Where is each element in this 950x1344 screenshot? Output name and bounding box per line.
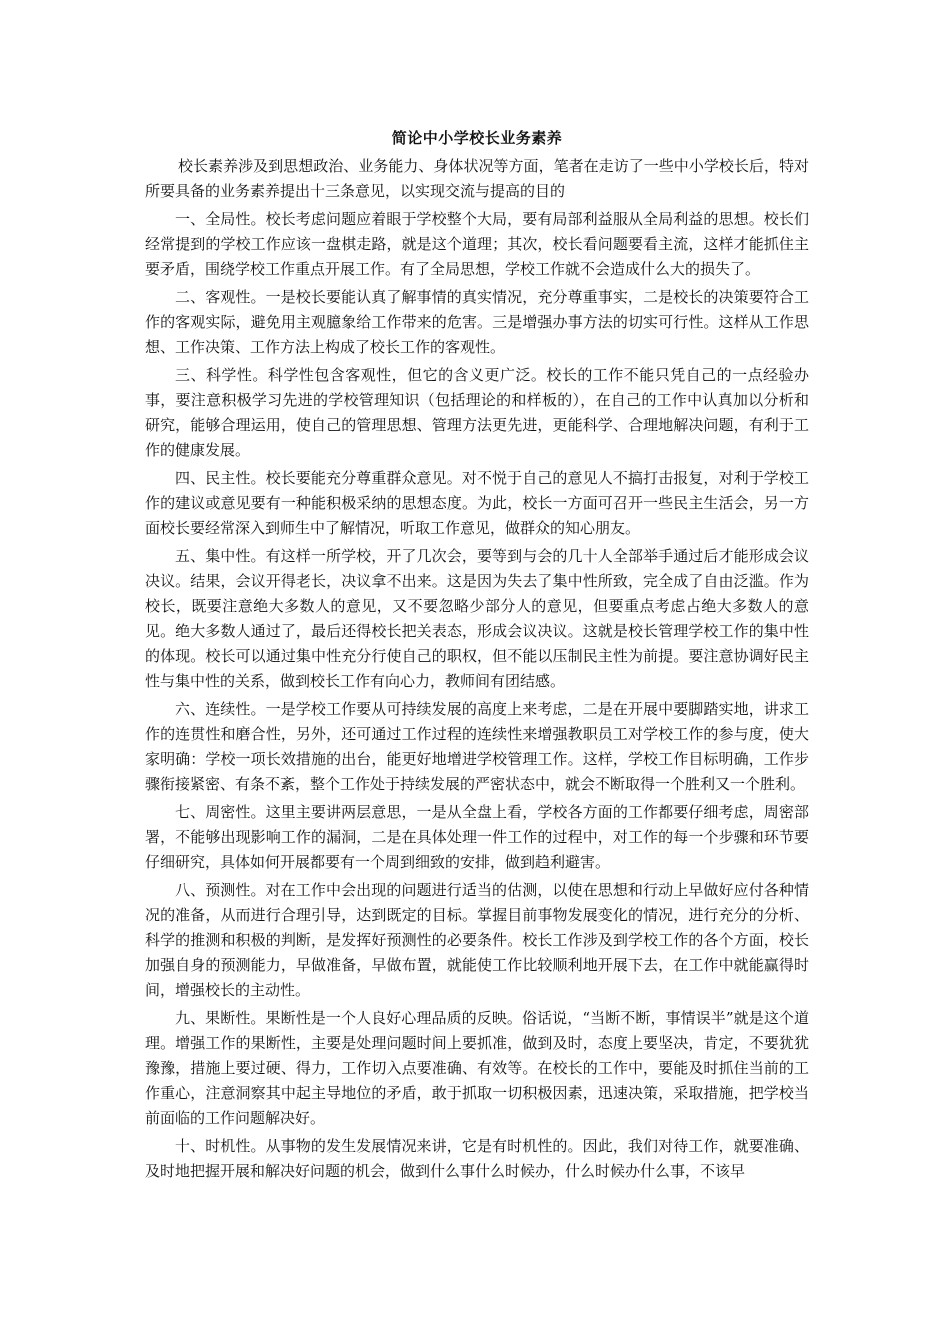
paragraph-10-timing: 十、时机性。从事物的发生发展情况来讲，它是有时机性的。因此，我们对待工作，就要准确、及时地把握开展和解决好问题的机会，做到什么事什么时候办，什么时候办什么事，不该早: [145, 1137, 809, 1180]
paragraph-7-thoroughness: 七、周密性。这里主要讲两层意思，一是从全盘上看，学校各方面的工作都要仔细考虑，周密部署，不能够出现影响工作的漏洞，二是在具体处理一件工作的过程中，对工作的每一个步骤和环节要仔细研究，具体如何开展都要有一个周到细致的安排，做到趋利避害。: [145, 803, 809, 871]
document-page: [145, 128, 809, 1187]
document-title: 简论中小学校长业务素养: [391, 129, 563, 147]
paragraph-4-democratic: 四、民主性。校长要能充分尊重群众意见。对不悦于自己的意见人不搞打击报复，对利于学校工作的建议或意见要有一种能积极采纳的思想态度。为此，校长一方面可召开一些民主生活会，另一方面校长要经常深入到师生中了解情况，听取工作意见，做群众的知心朋友。: [145, 469, 809, 537]
intro-paragraph: 校长素养涉及到思想政治、业务能力、身体状况等方面，笔者在走访了一些中小学校长后，特对所要具备的业务素养提出十三条意见，以实现交流与提高的目的: [145, 157, 809, 200]
paragraph-1-global: 一、全局性。校长考虑问题应着眼于学校整个大局，要有局部利益服从全局利益的思想。校长们经常提到的学校工作应该一盘棋走路，就是这个道理；其次，校长看问题要看主流，这样才能抓住主要矛盾，围绕学校工作重点开展工作。有了全局思想，学校工作就不会造成什么大的损失了。: [145, 210, 809, 278]
paragraph-9-decisive: 九、果断性。果断性是一个人良好心理品质的反映。俗话说，“当断不断，事情误半”就是这个道理。增强工作的果断性，主要是处理问题时间上要抓准，做到及时，态度上要坚决，肯定，不要犹犹豫豫，措施上要过硬、得力，工作切入点要准确、有效等。在校长的工作中，要能及时抓住当前的工作重心，注意洞察其中起主导地位的矛盾，敢于抓取一切积极因素，迅速决策，采取措施，把学校当前面临的工作问题解决好。: [145, 1009, 809, 1127]
paragraph-3-scientific: 三、科学性。科学性包含客观性，但它的含义更广泛。校长的工作不能只凭自己的一点经验办事，要注意积极学习先进的学校管理知识（包括理论的和样板的），在自己的工作中认真加以分析和研究，能够合理运用，使自己的管理思想、管理方法更先进，更能科学、合理地解决问题，有利于工作的健康发展。: [145, 366, 809, 459]
paragraph-6-continuity: 六、连续性。一是学校工作要从可持续发展的高度上来考虑，二是在开展中要脚踏实地，讲求工作的连贯性和磨合性，另外，还可通过工作过程的连续性来增强教职员工对学校工作的参与度，使大家明确：学校一项长效措施的出台，能更好地增进学校管理工作。这样，学校工作目标明确，工作步骤衔接紧密、有条不紊，整个工作处于持续发展的严密状态中，就会不断取得一个胜利又一个胜利。: [145, 700, 809, 793]
paragraph-2-objective: 二、客观性。一是校长要能认真了解事情的真实情况，充分尊重事实，二是校长的决策要符合工作的客观实际，避免用主观臆象给工作带来的危害。三是增强办事方法的切实可行性。这样从工作思想、工作决策、工作方法上构成了校长工作的客观性。: [145, 288, 809, 356]
paragraph-5-centralized: 五、集中性。有这样一所学校，开了几次会，要等到与会的几十人全部举手通过后才能形成会议决议。结果，会议开得老长，决议拿不出来。这是因为失去了集中性所致，完全成了自由泛滥。作为校长，既要注意绝大多数人的意见，又不要忽略少部分人的意见，但要重点考虑占绝大多数人的意见。绝大多数人通过了，最后还得校长把关表态，形成会议决议。这就是校长管理学校工作的集中性的体现。校长可以通过集中性充分行使自己的职权，但不能以压制民主性为前提。要注意协调好民主性与集中性的关系，做到校长工作有向心力，教师间有团结感。: [145, 547, 809, 690]
paragraph-8-predictive: 八、预测性。对在工作中会出现的问题进行适当的估测，以使在思想和行动上早做好应付各种情况的准备，从而进行合理引导，达到既定的目标。掌握目前事物发展变化的情况，进行充分的分析、科学的推测和积极的判断，是发挥好预测性的必要条件。校长工作涉及到学校工作的各个方面，校长加强自身的预测能力，早做准备，早做布置，就能使工作比较顺利地开展下去，在工作中就能赢得时间，增强校长的主动性。: [145, 881, 809, 999]
